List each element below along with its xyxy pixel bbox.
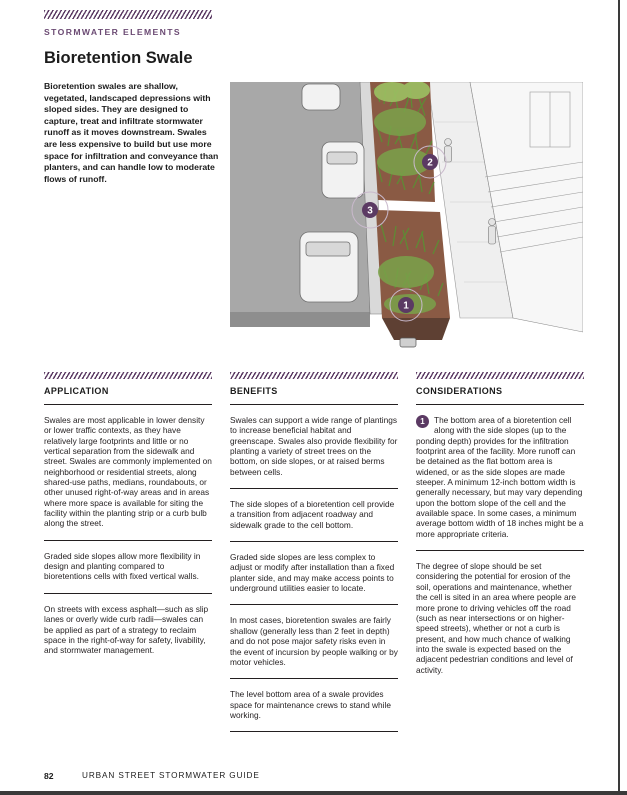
- intro-paragraph: Bioretention swales are shallow, vegetated, landscaped depressions with sloped sides. They are designed to capture, treat and infiltrate stormwater runoff as it moves downstream. Swales are less expensive to build but use more space for infiltration and conveyance than planters, and can handle low to moderate flows of runoff.: [44, 81, 219, 184]
- considerations-paragraph-1: [416, 405, 584, 550]
- application-paragraph-2: Graded side slopes allow more flexibility in design and planting compared to bioretentions cells with fixed vertical walls.: [44, 540, 212, 593]
- benefits-paragraph-4: In most cases, bioretention swales are fairly shallow (generally less than 2 feet in depth) and do not pose major safety risks even in the event of incursion by people walking or by motor vehicles.: [230, 604, 398, 678]
- application-hatch-bar: [44, 372, 212, 379]
- benefits-paragraph-2: The side slopes of a bioretention cell provide a transition from adjacent roadway and sidewalk grade to the cell bottom.: [230, 488, 398, 541]
- considerations-paragraph-2: The degree of slope should be set considering the potential for erosion of the soil, operations and maintenance, whether the cell is sited in an area where people are more prone to driving vehicles off the road (such as near intersections or on higher-speed streets), whether or not a curb is present, and how much chance of walking into the swale is expected based on the adjacent pedestrian conditions and level of activity.: [416, 550, 584, 686]
- page-edge-right: [618, 0, 620, 795]
- application-heading: APPLICATION: [44, 386, 109, 396]
- application-column: [44, 372, 212, 667]
- benefits-hatch-bar: [230, 372, 398, 379]
- section-kicker: STORMWATER ELEMENTS: [44, 27, 182, 37]
- considerations-paragraph-1-text: The bottom area of a bioretention cell along with the side slopes (up to the ponding depth) provides for the infiltration footprint area of the facility. More runoff can be detained as the flat bottom area is widened, or as the side slopes are made steeper. A minimum 12-inch bottom width is generally necessary, but may vary depending upon the bottom slope of the cell and the available space. In some cases, a minimum average bottom width of 18 inches might be a more appropriate criteria.: [416, 415, 584, 539]
- considerations-heading: CONSIDERATIONS: [416, 386, 503, 396]
- page-title: Bioretention Swale: [44, 49, 193, 67]
- benefits-column: [230, 372, 398, 732]
- callout-1-reference-badge: 1: [416, 415, 429, 428]
- callout-3-label: 3: [367, 205, 373, 217]
- bioretention-swale-illustration: [230, 82, 583, 352]
- guide-title: URBAN STREET STORMWATER GUIDE: [82, 771, 260, 780]
- page-number: 82: [44, 771, 54, 781]
- callout-2-label: 2: [427, 157, 433, 169]
- considerations-column: [416, 372, 584, 686]
- application-paragraph-1: Swales are most applicable in lower density or lower traffic contexts, as they have relatively large footprints and little or no vertical separation from the sidewalk and street. Swales are commonly implemented on neighborhood or residential streets, along shared-use paths, medians, roundabouts, or other unused right-of-way areas and in areas where more space is available for siting the facility within the planting strip or a curb bulb along the street.: [44, 415, 212, 529]
- benefits-paragraph-3: Graded side slopes are less complex to adjust or modify after installation than a fixed planter side, and may make access points to underground utilities easier to locate.: [230, 541, 398, 604]
- benefits-paragraph-1: Swales can support a wide range of plantings to increase beneficial habitat and greenscape. Swales also provide flexibility for planting a variety of street trees on the bottom, on side slopes, or at raised berms between cells.: [230, 415, 398, 477]
- application-paragraph-3: On streets with excess asphalt—such as slip lanes or overly wide curb radii—swales can be applied as part of a strategy to reclaim space in the right-of-way for safety, livability, and stormwater management.: [44, 593, 212, 667]
- benefits-paragraph-5: The level bottom area of a swale provides space for maintenance crews to stand while working.: [230, 678, 398, 731]
- outlet-structure: [400, 338, 416, 347]
- kicker-hatch-bar: [44, 10, 212, 19]
- page-edge-bottom: [0, 791, 627, 795]
- benefits-heading: BENEFITS: [230, 386, 278, 396]
- considerations-hatch-bar: [416, 372, 584, 379]
- callout-1-label: 1: [403, 300, 409, 312]
